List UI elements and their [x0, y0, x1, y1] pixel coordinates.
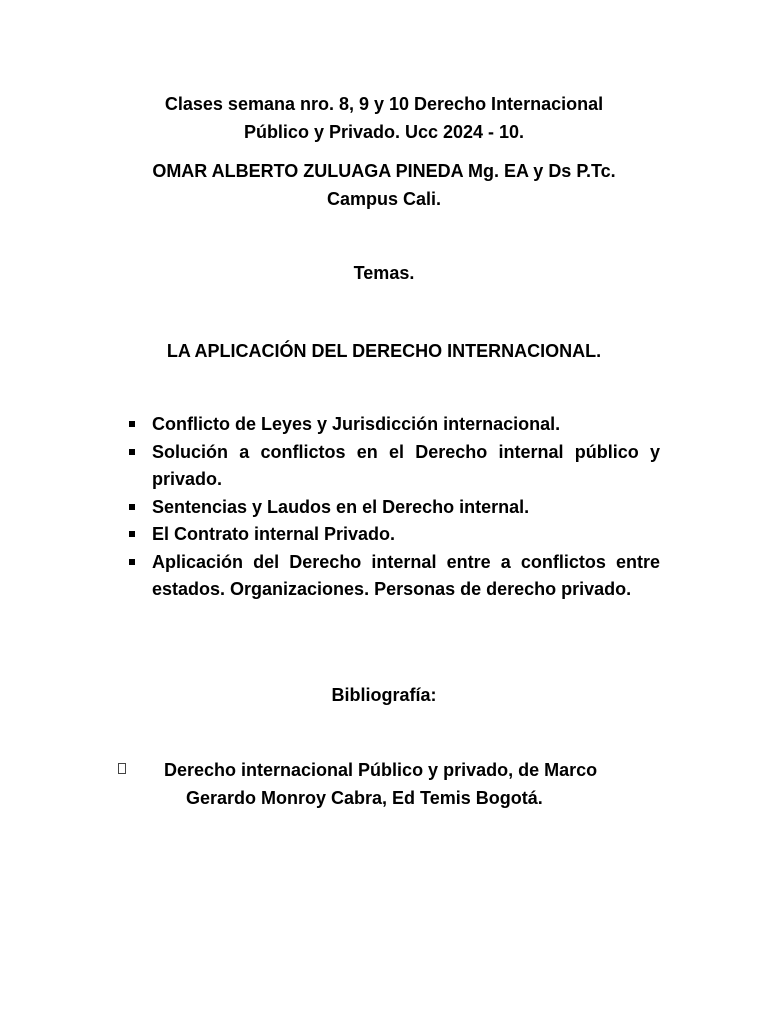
author-line-2: Campus Cali.	[326, 189, 442, 209]
square-bullet-icon	[129, 421, 135, 427]
list-item	[128, 494, 660, 522]
square-bullet-icon	[129, 449, 135, 455]
list-item	[128, 549, 660, 604]
temas-label: Temas.	[353, 263, 415, 283]
missing-glyph-box-icon	[118, 763, 126, 774]
square-bullet-icon	[129, 559, 135, 565]
title-line-1: Clases semana nro. 8, 9 y 10 Derecho Internacional	[164, 94, 604, 114]
list-item	[128, 521, 660, 549]
list-item-text: Conflicto de Leyes y Jurisdicción internacional.	[152, 414, 561, 434]
square-bullet-icon	[129, 531, 135, 537]
list-item-text: Aplicación del Derecho internal entre a conflictos entre estados. Organizaciones. Personas de derecho privado.	[152, 551, 660, 599]
list-item-text: El Contrato internal Privado.	[152, 524, 396, 544]
section-heading: LA APLICACIÓN DEL DERECHO INTERNACIONAL.	[166, 341, 602, 361]
list-item-text: Sentencias y Laudos en el Derecho internal.	[152, 496, 530, 517]
title-line-2: Público y Privado. Ucc 2024 - 10.	[243, 122, 525, 142]
square-bullet-icon	[129, 504, 135, 510]
list-item	[128, 439, 660, 494]
author-line-1: OMAR ALBERTO ZULUAGA PINEDA Mg. EA y Ds P.Tc.	[152, 161, 616, 181]
list-item	[128, 411, 660, 439]
bibliography-label: Bibliografía:	[331, 685, 437, 705]
bibliography-entry-line-2: Gerardo Monroy Cabra, Ed Temis Bogotá.	[186, 788, 543, 808]
bibliography-entry-line-1: Derecho internacional Público y privado, de Marco	[164, 760, 598, 780]
list-item-text: Solución a conflictos en el Derecho internal público y privado.	[152, 441, 660, 489]
topic-list	[128, 411, 660, 604]
